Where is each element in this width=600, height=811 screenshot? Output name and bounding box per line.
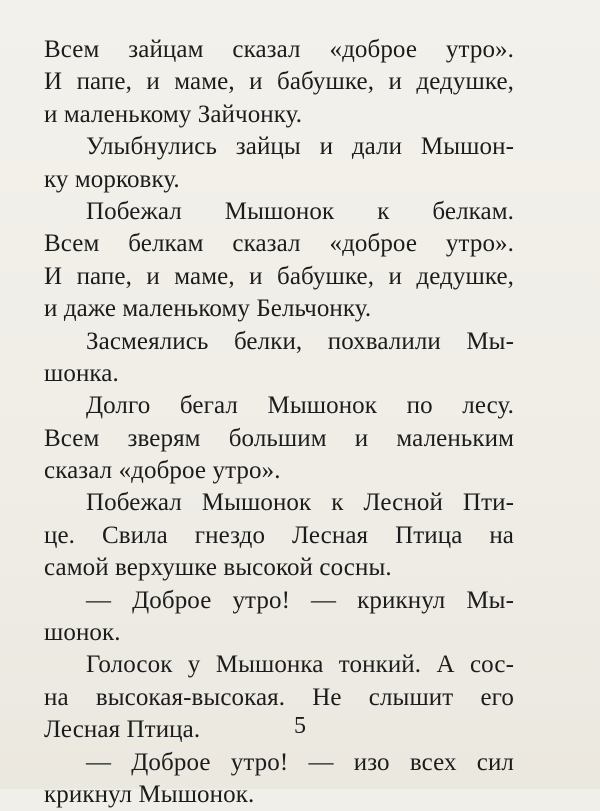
text-line: Долго бегал Мышонок по лесу. <box>86 392 514 420</box>
page-number: 5 <box>294 713 306 739</box>
text-line: Всем белкам сказал «доброе утро». <box>44 230 514 258</box>
text-line: Голосок у Мышонка тонкий. А сос- <box>86 651 514 679</box>
text-line: И папе, и маме, и бабушке, и дедушке, <box>44 262 514 290</box>
text-line: крикнул Мышонок. <box>44 780 255 808</box>
text-line: — Доброе утро! — изо всех сил <box>86 748 514 776</box>
text-line: на высокая-высокая. Не слышит его <box>44 683 514 711</box>
text-line: — Доброе утро! — крикнул Мы- <box>86 586 514 614</box>
text-line: Всем зайцам сказал «доброе утро». <box>44 36 514 63</box>
page-text <box>44 34 514 811</box>
text-line: И папе, и маме, и бабушке, и дедушке, <box>44 68 514 96</box>
text-line: сказал «доброе утро». <box>44 457 281 485</box>
text-line: шонка. <box>44 359 119 387</box>
text-line: це. Свила гнездо Лесная Птица на <box>44 521 514 549</box>
text-line: Улыбнулись зайцы и дали Мышон- <box>86 133 514 161</box>
text-line: Побежал Мышонок к Лесной Пти- <box>86 489 514 517</box>
text-line: и маленькому Зайчонку. <box>44 100 303 128</box>
text-line: Всем зверям большим и маленьким <box>44 424 514 452</box>
text-line: и даже маленькому Бельчонку. <box>44 295 372 323</box>
text-line: Побежал Мышонок к белкам. <box>86 197 514 225</box>
text-line: самой верхушке высокой сосны. <box>44 554 392 582</box>
text-line: ку морковку. <box>44 165 180 193</box>
text-line: Лесная Птица. <box>44 716 201 744</box>
text-line: Засмеялись белки, похвалили Мы- <box>86 327 514 355</box>
text-line: шонок. <box>44 619 121 647</box>
